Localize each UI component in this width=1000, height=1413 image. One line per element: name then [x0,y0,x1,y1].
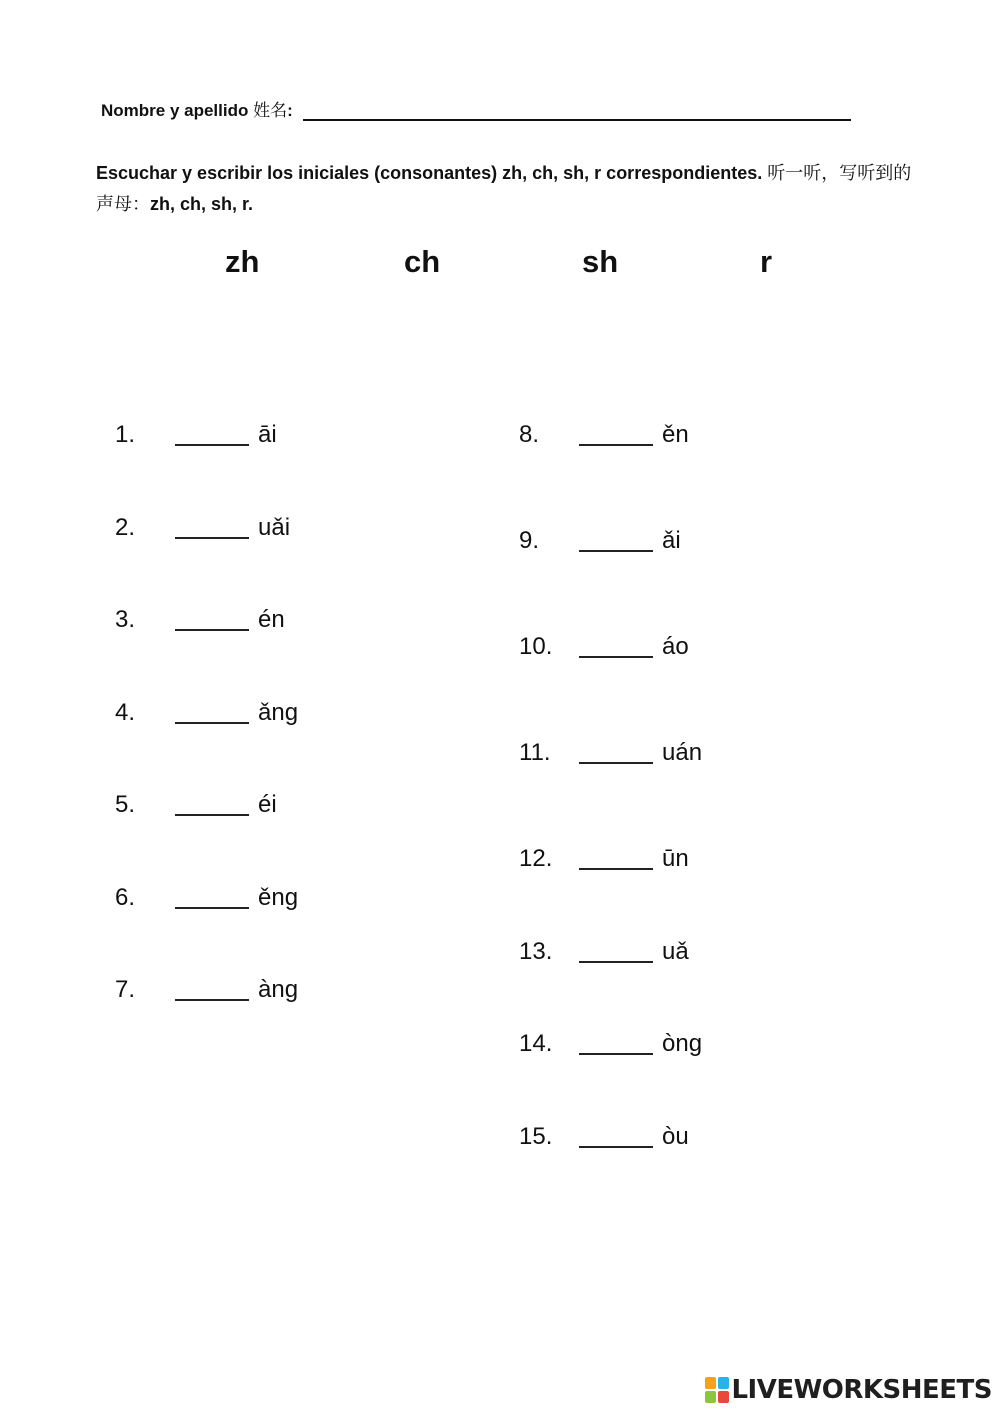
exercise-item-7 [115,975,298,1005]
exercise-item-2 [115,513,290,543]
logo-square-2 [718,1377,729,1389]
name-label-cjk: 姓名 [253,101,288,121]
exercise-item-15 [519,1122,689,1152]
instructions-spanish: Escuchar y escribir los iniciales (consonantes) zh, ch, sh, r correspondientes. [96,163,763,183]
item-number: 8. [519,421,540,448]
answer-blank[interactable] [579,937,653,963]
answer-blank[interactable] [579,1029,653,1055]
answer-blank[interactable] [175,883,249,909]
item-final: āi [258,421,277,448]
exercise-item-6 [115,883,298,913]
logo-text: LIVEWORKSHEETS [731,1375,992,1405]
name-label-colon: : [287,101,293,120]
item-final: ěng [258,884,299,911]
answer-blank[interactable] [175,605,249,631]
exercise-item-5 [115,790,277,820]
answer-blank[interactable] [579,526,653,552]
item-number: 11. [519,739,551,766]
answer-blank[interactable] [579,1122,653,1148]
item-number: 6. [115,884,136,911]
item-number: 10. [519,633,553,660]
name-field-row [101,96,851,121]
exercise-item-11 [519,738,702,768]
liveworksheets-logo [705,1373,992,1407]
logo-square-1 [705,1377,716,1389]
item-final: áo [662,633,689,660]
item-final: én [258,606,285,633]
exercise-item-3 [115,605,285,635]
item-number: 5. [115,791,136,818]
item-number: 1. [115,421,136,448]
answer-blank[interactable] [579,844,653,870]
item-final: ūn [662,845,689,872]
logo-square-4 [718,1391,729,1403]
item-final: uán [662,739,703,766]
item-final: ǎng [258,699,299,726]
item-final: òu [662,1123,689,1150]
item-final: ǎi [662,527,681,554]
item-number: 14. [519,1030,553,1057]
item-final: uǎ [662,938,689,965]
item-number: 7. [115,976,136,1003]
exercise-item-4 [115,698,298,728]
answer-blank[interactable] [175,790,249,816]
answer-blank[interactable] [175,698,249,724]
item-number: 2. [115,514,136,541]
exercise-item-9 [519,526,681,556]
logo-square-3 [705,1391,716,1403]
item-final: àng [258,976,299,1003]
item-final: ěn [662,421,689,448]
item-final: éi [258,791,277,818]
item-number: 3. [115,606,136,633]
item-number: 12. [519,845,553,872]
initial-zh: zh [225,244,260,279]
item-number: 9. [519,527,540,554]
answer-blank[interactable] [579,420,653,446]
answer-blank[interactable] [175,975,249,1001]
name-label: Nombre y apellido [101,101,249,120]
exercise-item-10 [519,632,689,662]
answer-blank[interactable] [579,632,653,658]
answer-blank[interactable] [175,513,249,539]
answer-blank[interactable] [579,738,653,764]
initial-ch: ch [404,244,441,279]
item-number: 13. [519,938,553,965]
initials-bank [0,244,1000,288]
initial-r: r [760,244,773,279]
item-number: 15. [519,1123,553,1150]
answer-blank[interactable] [175,420,249,446]
instructions-initials: zh, ch, sh, r. [150,194,254,214]
initial-sh: sh [582,244,619,279]
item-final: uǎi [258,514,291,541]
item-final: òng [662,1030,703,1057]
instructions [96,158,916,220]
exercise-item-1 [115,420,277,450]
exercise-item-14 [519,1029,702,1059]
item-number: 4. [115,699,136,726]
exercise-item-13 [519,937,689,967]
exercise-item-8 [519,420,689,450]
exercise-item-12 [519,844,689,874]
instructions-chinese: 听一听，写听到的声母： [96,163,912,215]
name-input-line[interactable] [303,97,851,121]
liveworksheets-logo-icon [705,1377,729,1403]
